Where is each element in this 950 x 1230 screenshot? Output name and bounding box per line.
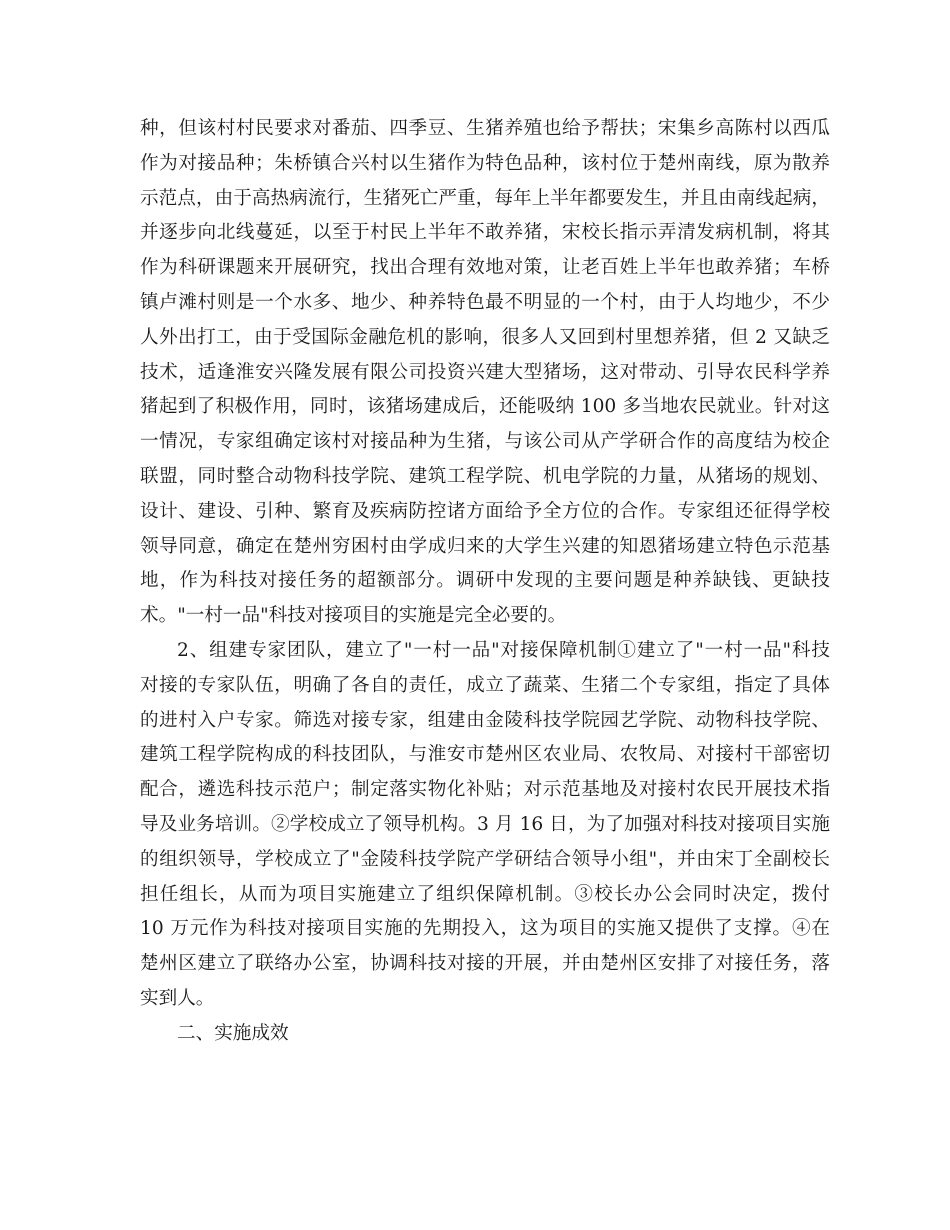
text-line: 配合，遴选科技示范户；制定落实物化补贴；对示范基地及对接村农民开展技术指 — [140, 779, 830, 801]
text-line: 领导同意，确定在楚州穷困村由学成归来的大学生兴建的知恩猪场建立特色示范基 — [140, 535, 830, 557]
text-line: 作为科研课题来开展研究，找出合理有效地对策，让老百姓上半年也敢养猪；车桥 — [140, 257, 830, 279]
text-line: 导及业务培训。②学校成立了领导机构。3 月 16 日，为了加强对科技对接项目实施 — [140, 813, 830, 835]
text-line: 术。"一村一品"科技对接项目的实施是完全必要的。 — [140, 605, 567, 627]
text-line: 种，但该村村民要求对番茄、四季豆、生猪养殖也给予帮扶；宋集乡高陈村以西瓜 — [140, 118, 830, 139]
text-line: 技术，适逢淮安兴隆发展有限公司投资兴建大型猪场，这对带动、引导农民科学养 — [140, 361, 830, 383]
text-line: 地，作为科技对接任务的超额部分。调研中发现的主要问题是种养缺钱、更缺技 — [140, 570, 830, 592]
section-heading — [140, 1017, 830, 1052]
text-line: 镇卢滩村则是一个水多、地少、种养特色最不明显的一个村，由于人均地少，不少 — [140, 291, 830, 313]
text-line: 10 万元作为科技对接项目实施的先期投入，这为项目的实施又提供了支撑。④在 — [140, 918, 830, 940]
text-line: 二、实施成效 — [177, 1022, 289, 1044]
text-line: 2、组建专家团队，建立了"一村一品"对接保障机制①建立了"一村一品"科技 — [177, 639, 830, 661]
text-line: 设计、建设、引种、繁育及疾病防控诸方面给予全方位的合作。专家组还征得学校 — [140, 500, 830, 522]
text-line: 对接的专家队伍，明确了各自的责任，成立了蔬菜、生猪二个专家组，指定了具体 — [140, 674, 830, 696]
text-line: 人外出打工，由于受国际金融危机的影响，很多人又回到村里想养猪，但 2 又缺乏 — [140, 326, 830, 348]
document-body — [140, 112, 830, 1052]
text-line: 作为对接品种；朱桥镇合兴村以生猪作为特色品种，该村位于楚州南线，原为散养 — [140, 152, 830, 174]
paragraph — [140, 112, 830, 634]
text-line: 示范点，由于高热病流行，生猪死亡严重，每年上半年都要发生，并且由南线起病， — [140, 187, 830, 209]
text-line: 猪起到了积极作用，同时，该猪场建成后，还能吸纳 100 多当地农民就业。针对这 — [140, 396, 830, 418]
text-line: 楚州区建立了联络办公室，协调科技对接的开展，并由楚州区安排了对接任务，落 — [140, 953, 830, 975]
text-line: 的进村入户专家。筛选对接专家，组建由金陵科技学院园艺学院、动物科技学院、 — [140, 709, 830, 731]
text-line: 的组织领导，学校成立了"金陵科技学院产学研结合领导小组"，并由宋丁全副校长 — [140, 848, 830, 870]
text-line: 担任组长，从而为项目实施建立了组织保障机制。③校长办公会同时决定，拨付 — [140, 883, 830, 905]
text-line: 并逐步向北线蔓延，以至于村民上半年不敢养猪，宋校长指示弄清发病机制，将其 — [140, 222, 830, 244]
text-line: 一情况，专家组确定该村对接品种为生猪，与该公司从产学研合作的高度结为校企 — [140, 431, 830, 453]
text-line: 建筑工程学院构成的科技团队，与淮安市楚州区农业局、农牧局、对接村干部密切 — [140, 744, 830, 766]
text-line: 联盟，同时整合动物科技学院、建筑工程学院、机电学院的力量，从猪场的规划、 — [140, 465, 830, 487]
text-line: 实到人。 — [140, 987, 215, 1009]
paragraph — [140, 634, 830, 1017]
